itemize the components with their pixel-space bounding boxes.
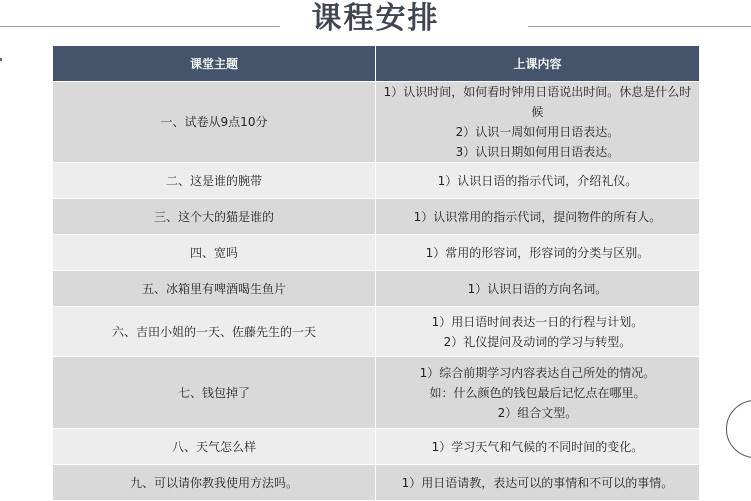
content-line: 2）组合文型。 <box>497 405 578 420</box>
content-line: 2）认识一周如何用日语表达。 <box>455 125 620 139</box>
table-row <box>53 199 700 235</box>
table-row <box>53 465 700 501</box>
content-line: 1）认识日语的指示代词，介绍礼仪。 <box>437 173 638 188</box>
content-line: 1）认识时间，如何看时钟用日语说出时间。休息是什么时候 <box>383 85 692 119</box>
content-line: 1）常用的形容词，形容词的分类与区别。 <box>425 245 650 260</box>
content-cell <box>376 357 700 429</box>
topic-cell: 一、试卷从9点10分 <box>53 82 376 163</box>
topic-cell: 四、宽吗 <box>53 235 376 271</box>
content-line: 1）认识常用的指示代词，提问物件的所有人。 <box>413 209 662 224</box>
schedule-table <box>52 45 700 501</box>
content-line: 1）综合前期学习内容表达自己所处的情况。 <box>419 365 656 380</box>
circle-decoration <box>726 400 751 458</box>
topic-cell: 六、吉田小姐的一天、佐藤先生的一天 <box>53 307 376 357</box>
content-cell <box>376 465 700 501</box>
topic-cell: 九、可以请你教我使用方法吗。 <box>53 465 376 501</box>
content-cell <box>376 235 700 271</box>
content-cell <box>376 199 700 235</box>
content-line: 3）认识日期如何用日语表达。 <box>455 145 620 159</box>
content-line: 1）认识日语的方向名词。 <box>467 281 608 296</box>
page-title: 课程安排 <box>311 1 440 36</box>
edge-mark <box>0 58 2 61</box>
header-topic: 课堂主题 <box>53 46 376 82</box>
topic-cell: 七、钱包掉了 <box>53 357 376 429</box>
content-line: 1）学习天气和气候的不同时间的变化。 <box>431 439 644 454</box>
content-line: 2）礼仪提问及动词的学习与转型。 <box>443 334 632 349</box>
topic-cell: 八、天气怎么样 <box>53 429 376 465</box>
table-row <box>53 307 700 357</box>
header-content: 上课内容 <box>376 46 700 82</box>
table-row <box>53 163 700 199</box>
content-line: 1）用日语时间表达一日的行程与计划。 <box>431 314 644 329</box>
content-line: 如：什么颜色的钱包最后记忆点在哪里。 <box>429 385 646 400</box>
content-cell <box>376 271 700 307</box>
topic-cell: 三、这个大的猫是谁的 <box>53 199 376 235</box>
content-cell <box>376 429 700 465</box>
table-header-row <box>53 46 700 82</box>
content-cell <box>376 163 700 199</box>
table-row <box>53 357 700 429</box>
table-row <box>53 429 700 465</box>
table-row <box>53 235 700 271</box>
table-body <box>53 82 700 501</box>
content-line: 1）用日语请教，表达可以的事情和不可以的事情。 <box>401 475 674 490</box>
topic-cell: 五、冰箱里有啤酒喝生鱼片 <box>53 271 376 307</box>
content-cell <box>376 307 700 357</box>
topic-cell: 二、这是谁的腕带 <box>53 163 376 199</box>
table-row <box>53 271 700 307</box>
table-row <box>53 82 700 163</box>
content-cell <box>376 82 700 163</box>
